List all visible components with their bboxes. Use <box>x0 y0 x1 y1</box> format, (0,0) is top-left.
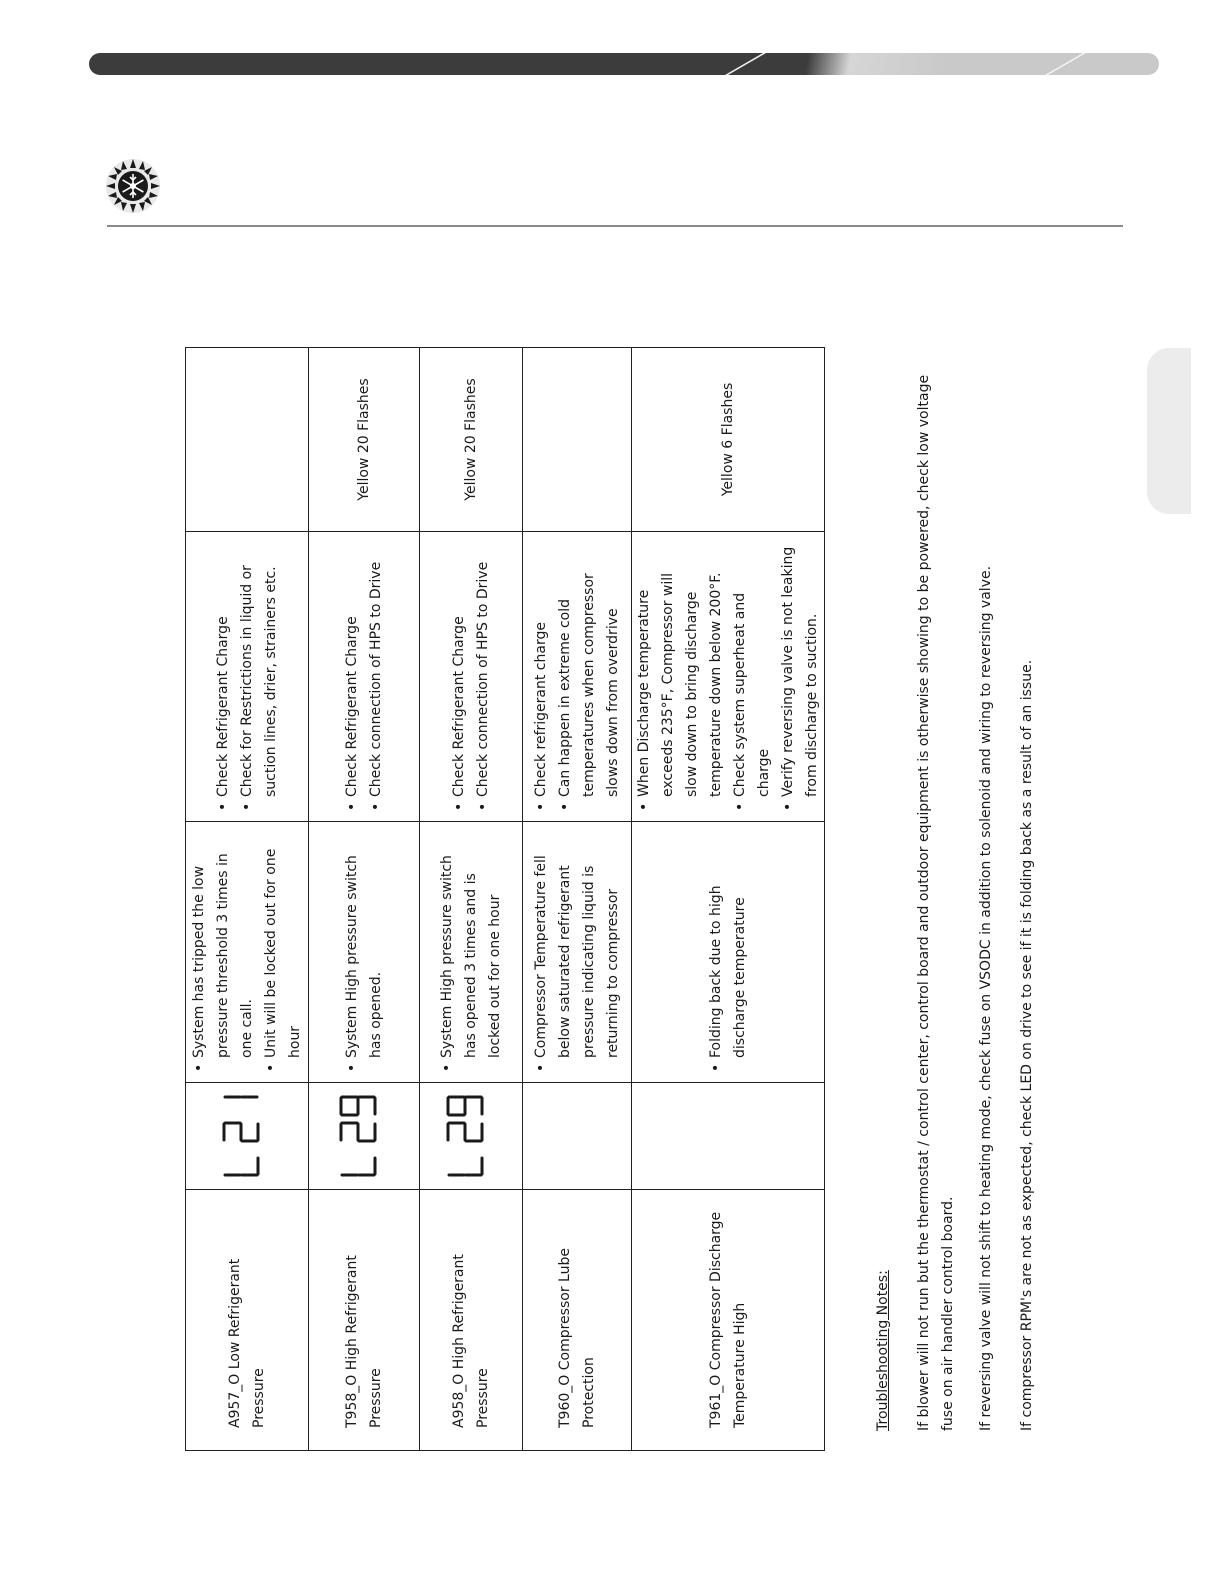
bullet-item: • Check system superheat and charge <box>728 542 776 811</box>
led-flash <box>523 348 632 532</box>
code-number-digit <box>339 1121 377 1143</box>
fault-actions <box>420 532 523 822</box>
code-prefix-digit <box>222 1155 260 1177</box>
seven-segment-display <box>186 1083 308 1189</box>
fault-name: A957_O Low Refrigerant Pressure <box>186 1190 309 1451</box>
code-number-digit <box>446 1095 484 1117</box>
table-row <box>420 348 523 1451</box>
header-bar-stripe <box>1045 53 1086 75</box>
bullet-item: • Folding back due to high discharge temperature <box>704 832 752 1072</box>
code-number-digit <box>339 1095 377 1117</box>
fault-actions <box>309 532 420 822</box>
seven-segment-display <box>420 1083 522 1189</box>
table-row <box>523 348 632 1451</box>
code-prefix-digit <box>446 1155 484 1177</box>
fault-name: T958_O High Refrigerant Pressure <box>309 1190 420 1451</box>
bullet-item: • Compressor Temperature fell below saturated refrigerant pressure indicating liquid is returning to compressor <box>529 832 625 1072</box>
bullet-item: • Verify reversing valve is not leaking from discharge to suction. <box>776 542 824 811</box>
fault-causes <box>632 822 825 1083</box>
fault-name: T961_O Compressor Discharge Temperature High <box>632 1190 825 1451</box>
note-item: If blower will not run but the thermostat / control center, control board and outdoor equipment is otherwise showing to be powered, check low voltage fuse on air handler control board. <box>916 374 956 1431</box>
code-prefix-digit <box>339 1155 377 1177</box>
header-bar <box>89 53 1159 75</box>
seven-segment-display <box>632 1083 824 1189</box>
fault-causes <box>523 822 632 1083</box>
fault-causes <box>186 822 309 1083</box>
table-row <box>186 348 309 1451</box>
fault-causes <box>309 822 420 1083</box>
bullet-item: • Check for Restrictions in liquid or suction lines, drier, strainers etc. <box>235 542 283 811</box>
rotated-page-content <box>185 351 1185 1451</box>
bullet-item: • Check Refrigerant Charge <box>211 542 235 811</box>
fault-actions <box>523 532 632 822</box>
notes-title: Troubleshooting Notes: <box>875 1270 891 1431</box>
note-item: If reversing valve will not shift to heating mode, check fuse on VSODC in addition to solenoid and wiring to reversing valve. <box>978 565 994 1431</box>
header-divider <box>107 225 1123 227</box>
bullet-item: • Check connection of HPS to Drive <box>364 542 388 811</box>
note-item: If compressor RPM's are not as expected, check LED on drive to see if it is folding back as a result of an issue. <box>1019 659 1035 1431</box>
fault-name: T960_O Compressor Lube Protection <box>523 1190 632 1451</box>
bullet-item: • Can happen in extreme cold temperatures when compressor slows down from overdrive <box>553 542 625 811</box>
bullet-item: • Check refrigerant charge <box>529 542 553 811</box>
bullet-item: • System High pressure switch has opened. <box>340 832 388 1072</box>
fault-code-table <box>185 347 825 1451</box>
snowflake-sun-emblem-icon <box>105 158 161 214</box>
bullet-item: • Check connection of HPS to Drive <box>471 542 495 811</box>
bullet-item: • Check Refrigerant Charge <box>340 542 364 811</box>
fault-causes <box>420 822 523 1083</box>
fault-actions <box>186 532 309 822</box>
table-row <box>309 348 420 1451</box>
table-row <box>632 348 825 1451</box>
led-flash: Yellow 20 Flashes <box>420 348 523 532</box>
bullet-item: • System High pressure switch has opened 3 times and is locked out for one hour <box>435 832 507 1072</box>
led-flash: Yellow 20 Flashes <box>309 348 420 532</box>
bullet-item: • Unit will be locked out for one hour <box>259 832 307 1072</box>
code-number-digit <box>222 1095 260 1117</box>
led-code-display <box>632 1083 825 1190</box>
header-bar-stripe <box>725 53 766 75</box>
led-flash: Yellow 6 Flashes <box>632 348 825 532</box>
led-code-display <box>420 1083 523 1190</box>
seven-segment-display <box>309 1083 419 1189</box>
code-number-digit <box>446 1121 484 1143</box>
led-code-display <box>186 1083 309 1190</box>
fault-actions <box>632 532 825 822</box>
fault-name: A958_O High Refrigerant Pressure <box>420 1190 523 1451</box>
led-code-display <box>309 1083 420 1190</box>
led-flash <box>186 348 309 532</box>
code-number-digit <box>222 1121 260 1143</box>
led-code-display <box>523 1083 632 1190</box>
bullet-item: • Check Refrigerant Charge <box>447 542 471 811</box>
bullet-item: • System has tripped the low pressure threshold 3 times in one call. <box>187 832 259 1072</box>
seven-segment-display <box>523 1083 631 1189</box>
bullet-item: • When Discharge temperature exceeds 235°F, Compressor will slow down to bring discharge temperature down below 200°F. <box>632 542 728 811</box>
